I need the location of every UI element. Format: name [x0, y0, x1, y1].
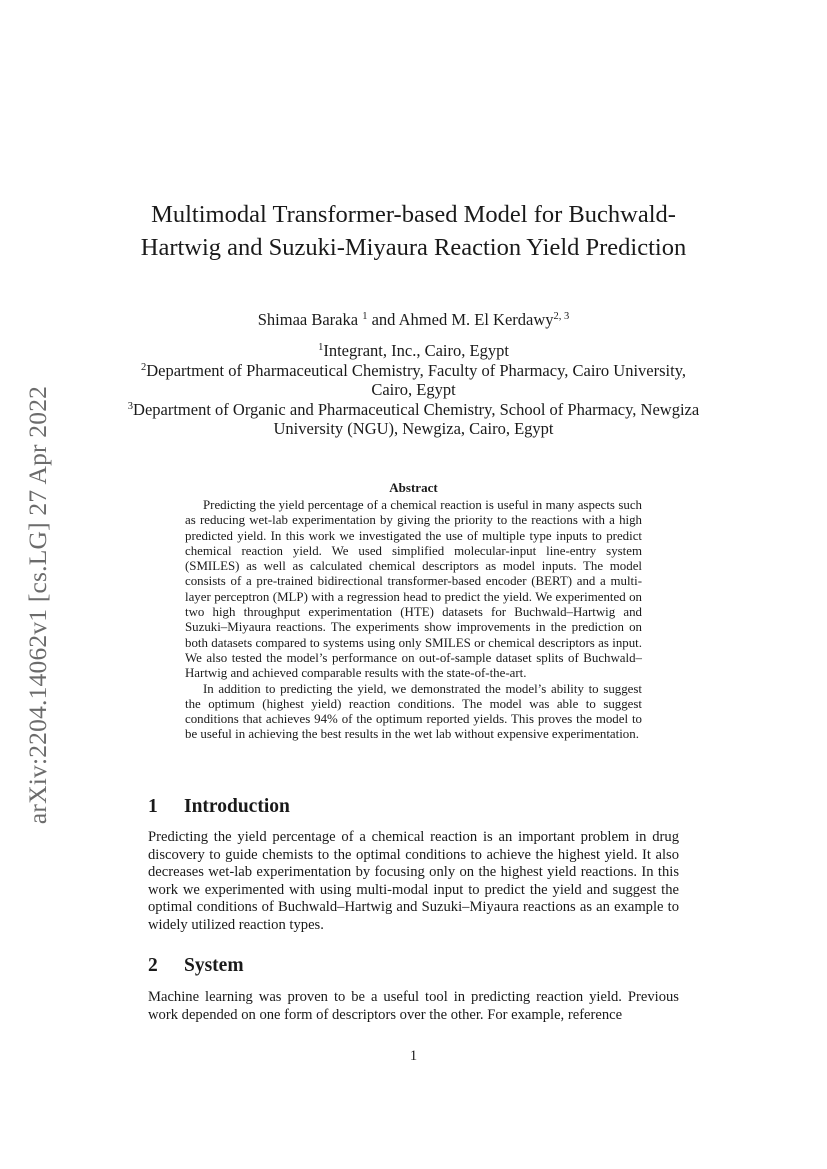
arxiv-identifier-text: arXiv:2204.14062v1 [cs.LG] 27 Apr 2022 — [23, 385, 52, 825]
affiliation-text: Department of Organic and Pharmaceutical Chemistry, School of Pharmacy, Newgiza University (NGU), Newgiza, Cairo, Egypt — [133, 399, 700, 439]
author-connector: and — [371, 310, 396, 329]
section-number: 2 — [148, 955, 158, 976]
author-name: Ahmed M. El Kerdawy — [398, 310, 554, 329]
page-number: 1 — [409, 1048, 418, 1064]
affiliation — [120, 341, 707, 361]
author-affiliation-marker: 1 — [362, 311, 368, 322]
abstract-paragraph: Predicting the yield percentage of a chemical reaction is useful in many aspects such as reducing wet-lab experimentation by giving the priority to the reactions with a high predicted yield. In this work we investigated the use of multiple type inputs to predict chemical reaction yield. We used simplified molecular-input line-entry system (SMILES) as well as calculated chemical descriptors as model inputs. The model consists of a pre-trained bidirectional transformer-based encoder (BERT) and a multi-layer perceptron (MLP) with a regression head to predict the yield. We experimented on two high throughput experimentation (HTE) datasets for Buchwald–Hartwig and Suzuki–Miyaura reactions. The experiments show improvements in the prediction on both datasets compared to systems using only SMILES or chemical descriptors as input. We also tested the model’s performance on out-of-sample dataset splits of Buchwald–Hartwig and achieved comparable results with the state-of-the-art. — [185, 498, 642, 681]
section-number: 1 — [148, 796, 158, 817]
affiliation — [120, 400, 707, 439]
abstract-heading: Abstract — [389, 480, 438, 495]
affiliation-text: Integrant, Inc., Cairo, Egypt — [323, 341, 509, 360]
author-line — [120, 309, 707, 331]
section-title-text: Introduction — [184, 796, 290, 817]
introduction-paragraph: Predicting the yield percentage of a chemical reaction is an important problem in drug discovery to guide chemists to the optimal conditions to achieve the highest yield. It also decreases wet-lab experimentation by focusing only on the highest yield reactions. In this work we experimented with using multi-modal input to predict the yield and suggest the optimal conditions of Buchwald–Hartwig and Suzuki–Miyaura reactions as an example to widely utilized reaction types. — [148, 829, 679, 933]
affiliations — [120, 341, 707, 439]
system-paragraph: Machine learning was proven to be a useful tool in predicting reaction yield. Previous work depended on one form of descriptors over the other. For example, reference — [148, 989, 679, 1023]
affiliation-text: Department of Pharmaceutical Chemistry, Faculty of Pharmacy, Cairo University, Cairo, Egypt — [146, 360, 686, 400]
paper-title: Multimodal Transformer-based Model for Buchwald-Hartwig and Suzuki-Miyaura Reaction Yield Prediction — [140, 201, 687, 261]
section-heading-introduction — [148, 795, 290, 819]
section-title-text: System — [184, 955, 244, 976]
author-affiliation-marker: 2, 3 — [553, 311, 570, 322]
author-name: Shimaa Baraka — [257, 310, 359, 329]
abstract-body — [185, 498, 642, 743]
affiliation-marker: 3 — [127, 400, 134, 412]
arxiv-identifier-sidebar — [23, 360, 53, 850]
affiliation-marker: 1 — [318, 342, 324, 353]
abstract-paragraph: In addition to predicting the yield, we demonstrated the model’s ability to suggest the optimum (highest yield) reaction conditions. The model was able to suggest conditions that achieves 94% of the optimum reported yields. This proves the model to be useful in achieving the best results in the wet lab without expensive experimentation. — [185, 681, 642, 742]
section-heading-system — [148, 954, 244, 978]
affiliation — [120, 361, 707, 400]
affiliation-marker: 2 — [140, 361, 147, 373]
